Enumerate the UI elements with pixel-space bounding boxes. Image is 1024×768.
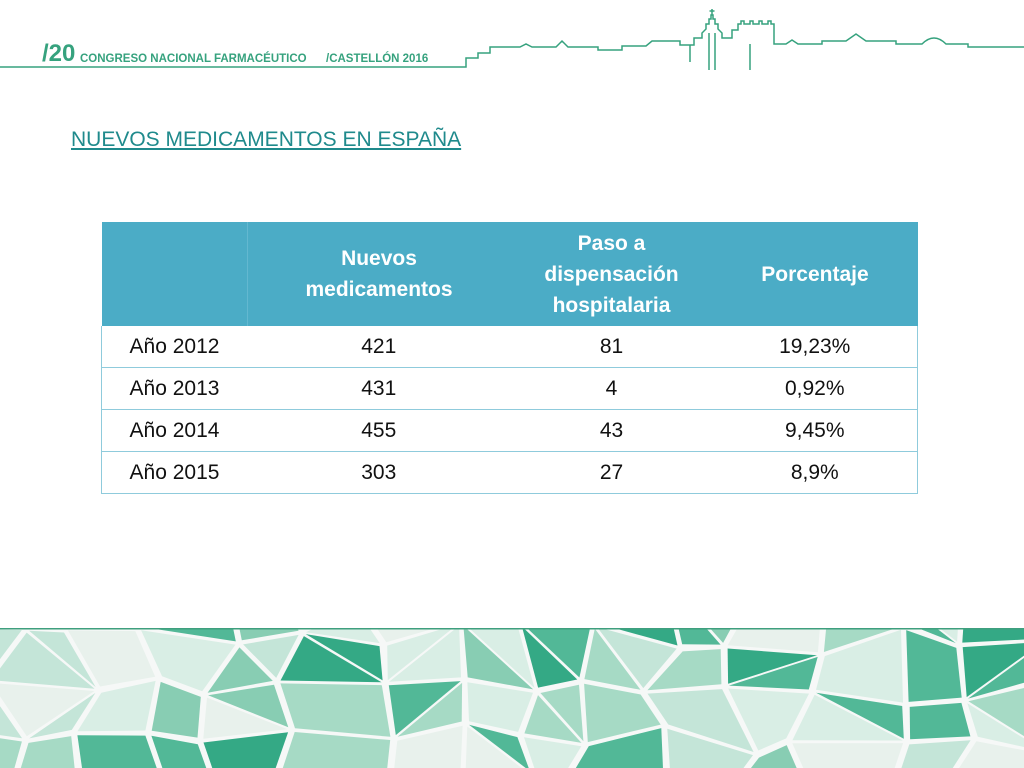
- data-table: [101, 222, 918, 494]
- table-row: [102, 368, 918, 410]
- column-header-percentage: [713, 222, 918, 326]
- table-row: [102, 326, 918, 368]
- new-medicines-cell: 455: [247, 410, 511, 452]
- column-header-label: Paso a dispensación hospitalaria: [544, 231, 679, 317]
- slide-title: NUEVOS MEDICAMENTOS EN ESPAÑA: [71, 128, 462, 151]
- column-header-new-medicines: [247, 222, 511, 326]
- tower-cross-icon: [710, 9, 715, 15]
- congress-name: CONGRESO NACIONAL FARMACÉUTICO: [80, 53, 307, 65]
- table-row: [102, 410, 918, 452]
- hospital-dispensing-cell: 43: [511, 410, 713, 452]
- table-row: [102, 452, 918, 494]
- percentage-cell: 9,45%: [713, 410, 918, 452]
- hospital-dispensing-cell: 27: [511, 452, 713, 494]
- corner-header-cell: [102, 222, 248, 326]
- congress-edition: /20: [42, 40, 76, 67]
- column-header-label: Porcentaje: [761, 262, 869, 286]
- row-label: Año 2013: [102, 368, 248, 410]
- row-label: Año 2014: [102, 410, 248, 452]
- row-label: Año 2015: [102, 452, 248, 494]
- column-header-label: Nuevos medicamentos: [305, 247, 453, 301]
- hospital-dispensing-cell: 81: [511, 326, 713, 368]
- new-medicines-cell: 431: [247, 368, 511, 410]
- mosaic-decoration: [0, 628, 1024, 768]
- percentage-cell: 0,92%: [713, 368, 918, 410]
- new-medicines-cell: 421: [247, 326, 511, 368]
- mosaic-tile: [792, 743, 903, 768]
- column-header-hospital-dispensing: [511, 222, 713, 326]
- skyline-decoration: [0, 0, 1024, 80]
- congress-location: /CASTELLÓN 2016: [326, 53, 429, 65]
- mosaic-tile: [910, 703, 971, 739]
- percentage-cell: 19,23%: [713, 326, 918, 368]
- table-header-row: [102, 222, 918, 326]
- row-label: Año 2012: [102, 326, 248, 368]
- percentage-cell: 8,9%: [713, 452, 918, 494]
- new-medicines-cell: 303: [247, 452, 511, 494]
- hospital-dispensing-cell: 4: [511, 368, 713, 410]
